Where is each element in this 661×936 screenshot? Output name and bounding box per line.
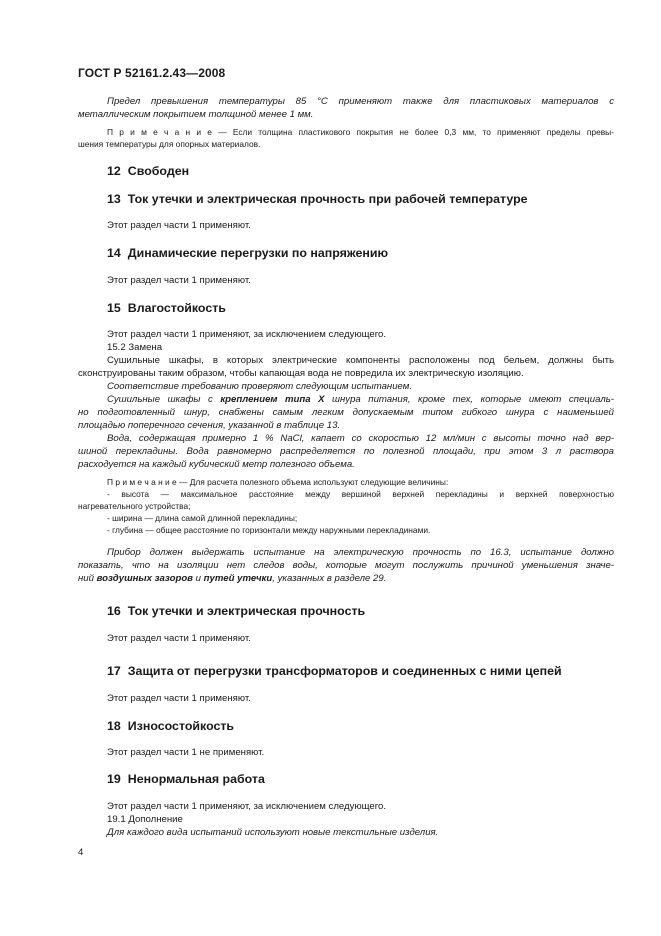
emphasis-run: креплением типа X [220, 394, 325, 405]
s15-note-item-1-line-1: - высота — максимальное расстояние между вершиной верхней перекладины и верхней поверхностью [107, 489, 614, 499]
s15-paragraph-4-line-2: шиной перекладины. Вода равномерно распределяется по полезной площади, при этом 3 л раствора [78, 446, 614, 457]
s15-paragraph-2: Соответствие требованию проверяют следующим испытанием. [107, 381, 413, 392]
s15-paragraph-3-line-2: но подготовленный шнур, снабжены самым легким допускаемым типом гибкого шнура с наименьшей [78, 407, 614, 418]
emphasis-run: воздушных зазоров [96, 573, 193, 584]
section-16-heading [107, 604, 365, 618]
subsection-15-2: 15.2 Замена [107, 342, 163, 353]
section-13-text: Этот раздел части 1 применяют. [107, 220, 251, 231]
s15-note-item-3: - глубина — общее расстояние по горизонтали между наружными перекладинами. [107, 525, 431, 535]
note-text: Если толщина пластикового покрытия не более 0,3 мм, то применяют пределы превы- [226, 127, 614, 137]
section-14-heading [107, 246, 388, 260]
section-15-heading [107, 301, 226, 315]
section-14-text: Этот раздел части 1 применяют. [107, 275, 251, 286]
section-12-heading [107, 164, 189, 178]
section-title: Влагостойкость [127, 301, 226, 315]
text-run: и [192, 573, 204, 584]
section-17-text: Этот раздел части 1 применяют. [107, 693, 251, 704]
section-number: 18 [107, 719, 121, 733]
section-title: Ток утечки и электрическая прочность [127, 604, 366, 618]
section-16-text: Этот раздел части 1 применяют. [107, 633, 251, 644]
section-19-heading [107, 772, 265, 786]
section-number: 19 [107, 772, 121, 786]
s15-paragraph-3-line-3: площадью поперечного сечения, указанной в таблице 13. [78, 420, 341, 431]
document-header: ГОСТ Р 52161.2.43—2008 [78, 66, 226, 80]
subsection-19-1: 19.1 Дополнение [107, 814, 183, 825]
s15-paragraph-5-line-2: показать, что на изоляции нет следов воды, которые могут послужить причиной уменьшения значе- [78, 560, 614, 571]
intro-line-2: металлическим покрытием толщиной менее 1 мм. [78, 109, 314, 120]
s15-note-item-2: - ширина — длина самой длинной перекладины; [107, 513, 298, 523]
s15-note [107, 477, 448, 489]
section-title: Динамические перегрузки по напряжению [127, 246, 389, 260]
section-17-heading [107, 664, 562, 678]
text-run: шнура питания, кроме тех, которые имеют специаль- [324, 394, 614, 405]
text-run: , указанных в разделе 29. [272, 573, 387, 584]
section-number: 14 [107, 246, 121, 260]
page-number: 4 [78, 847, 84, 858]
section-13-heading [107, 192, 528, 206]
note-label: П р и м е ч а н и е — [107, 127, 227, 137]
s15-paragraph-5-line-3 [78, 572, 386, 585]
intro-note-line-1 [107, 127, 614, 139]
section-title: Ток утечки и электрическая прочность при рабочей температуре [127, 192, 528, 206]
section-number: 12 [107, 164, 121, 178]
intro-note-line-2: шения температуры для опорных материалов. [78, 139, 261, 149]
section-15-text: Этот раздел части 1 применяют, за исключением следующего. [107, 329, 387, 340]
note-label: П р и м е ч а н и е — [107, 477, 188, 487]
text-run: Сушильные шкафы с [107, 394, 221, 405]
section-18-text: Этот раздел части 1 не применяют. [107, 747, 265, 758]
s19-paragraph-1: Для каждого вида испытаний используют новые текстильные изделия. [107, 827, 439, 838]
section-number: 16 [107, 604, 121, 618]
s15-paragraph-1-line-2: сконструированы таким образом, чтобы капающая вода не повредила их электрическую изоляцию. [78, 368, 524, 379]
s15-paragraph-1-line-1: Сушильные шкафы, в которых электрические компоненты расположены под бельем, должны быть [107, 355, 614, 366]
s15-paragraph-3-line-1 [107, 393, 614, 406]
s15-note-item-1-line-2: нагревательного устройства; [78, 501, 191, 511]
section-title: Износостойкость [127, 719, 235, 733]
section-19-text: Этот раздел части 1 применяют, за исключением следующего. [107, 801, 387, 812]
section-title: Ненормальная работа [127, 772, 265, 786]
section-number: 15 [107, 301, 121, 315]
s15-paragraph-4-line-1: Вода, содержащая примерно 1 % NaCl, капает со скоростью 12 мл/мин с высоты точно над вер- [107, 433, 614, 444]
note-text: Для расчета полезного объема используют следующие величины: [187, 477, 449, 487]
intro-line-1: Предел превышения температуры 85 °С применяют также для пластиковых материалов с [107, 96, 614, 107]
section-title: Свободен [127, 164, 190, 178]
emphasis-run: путей утечки [203, 573, 273, 584]
s15-paragraph-4-line-3: расходуется на каждый кубический метр полезного объема. [78, 459, 355, 470]
text-run: ний [78, 573, 97, 584]
section-18-heading [107, 719, 234, 733]
section-number: 13 [107, 192, 121, 206]
s15-paragraph-5-line-1: Прибор должен выдержать испытание на электрическую прочность по 16.3, испытание должно [107, 547, 614, 558]
section-number: 17 [107, 664, 121, 678]
section-title: Защита от перегрузки трансформаторов и соединенных с ними цепей [127, 664, 562, 678]
